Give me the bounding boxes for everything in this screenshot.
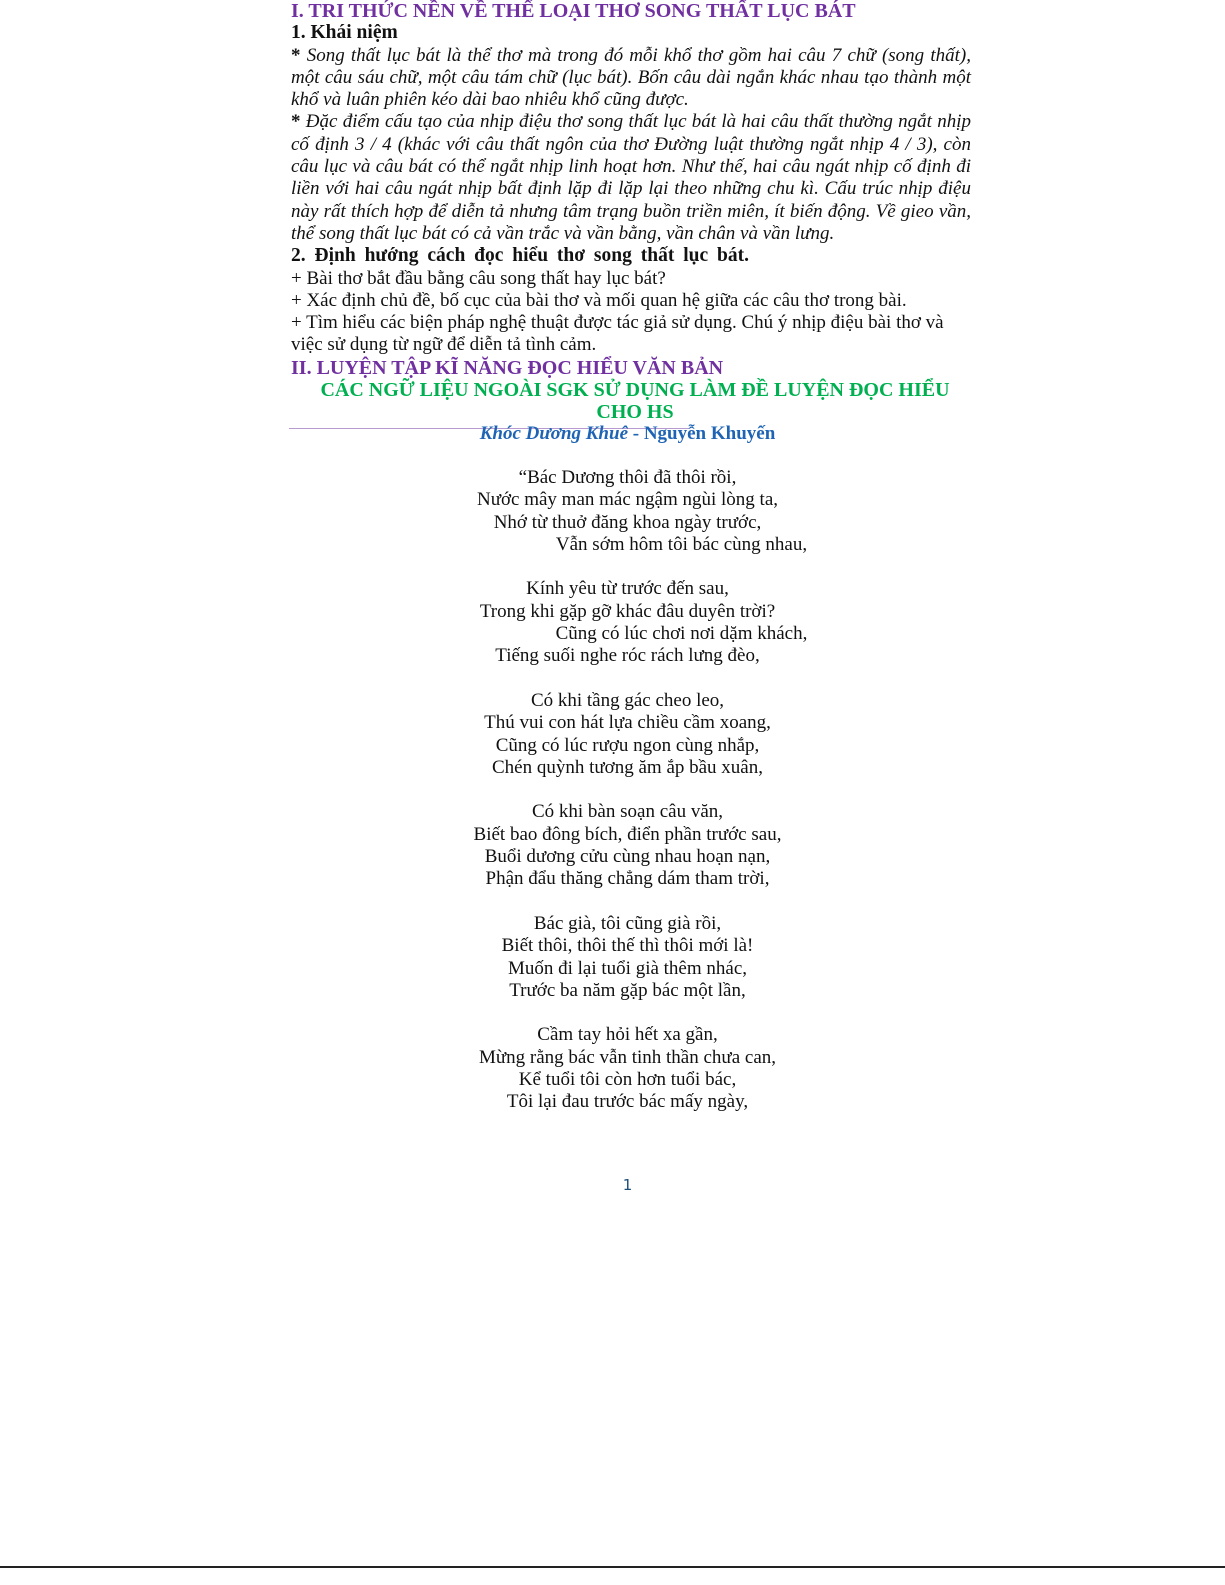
poem-line: Vẫn sớm hôm tôi bác cùng nhau, <box>555 533 808 555</box>
poem-line: Biết thôi, thôi thế thì thôi mới là! <box>501 935 754 957</box>
poem-line: Tôi lại đau trước bác mấy ngày, <box>506 1091 749 1113</box>
concept-paragraph-2 <box>291 111 971 245</box>
page-bottom-border <box>0 1566 1225 1568</box>
poem-line: Cầm tay hỏi hết xa gần, <box>537 1024 718 1046</box>
poem-line: Muốn đi lại tuổi già thêm nhác, <box>507 957 748 979</box>
document-body <box>291 0 971 424</box>
reading-guide-heading: 2. Định hướng cách đọc hiểu thơ song thất lục bát. <box>291 245 749 267</box>
paragraph-text: Đặc điểm cấu tạo của nhịp điệu thơ song thất lục bát là hai câu thất thường ngắt nhịp cố định 3 / 4 (khác với câu thất ngôn của thơ Đường luật thường ngắt nhịp 4 / 3), còn câu lục và câu bát có thể ngắt nhịp linh hoạt hơn. Như thế, hai câu ngát nhịp cố định đi liền với hai câu ngát nhịp bất định lặp đi lặp lại theo những chu kì. Cấu trúc nhịp điệu này rất thích hợp để diễn tả nhưng tâm trạng buồn triền miên, ít biến động. Về gieo vần, thể song thất lục bát có cả vần trắc và vần bằng, vần chân và vần lưng. <box>291 111 971 244</box>
poem-author: Nguyễn Khuyến <box>643 423 776 444</box>
guide-item: + Bài thơ bắt đầu bằng câu song thất hay lục bát? <box>291 267 666 289</box>
poem-line: Thú vui con hát lựa chiều cầm xoang, <box>484 712 771 734</box>
concept-heading: 1. Khái niệm <box>291 22 398 44</box>
poem-line: Nước mây man mác ngậm ngùi lòng ta, <box>476 489 779 511</box>
exercise-materials-heading: CÁC NGỮ LIỆU NGOÀI SGK SỬ DỤNG LÀM ĐỀ LUYỆN ĐỌC HIỂU CHO HS <box>320 379 950 424</box>
poem-line: Trong khi gặp gỡ khác đâu duyên trời? <box>479 600 776 622</box>
guide-item: + Xác định chủ đề, bố cục của bài thơ và mối quan hệ giữa các câu thơ trong bài. <box>291 289 907 311</box>
bullet-star: * <box>291 44 301 66</box>
poem-line: Chén quỳnh tương ăm ắp bầu xuân, <box>492 756 763 778</box>
poem-line: Biết bao đông bích, điển phần trước sau, <box>473 823 782 845</box>
paragraph-text: Song thất lục bát là thể thơ mà trong đó mỗi khổ thơ gồm hai câu 7 chữ (song thất), một câu sáu chữ, một câu tám chữ (lục bát). Bốn câu dài ngắn khác nhau tạo thành một khổ và luân phiên kéo dài bao nhiêu khổ cũng được. <box>291 44 971 111</box>
poem-line: Cũng có lúc chơi nơi dặm khách, <box>555 623 808 645</box>
section-2-heading: II. LUYỆN TẬP KĨ NĂNG ĐỌC HIỂU VĂN BẢN <box>291 356 724 379</box>
poem-line: Mừng rằng bác vẫn tinh thần chưa can, <box>478 1046 777 1068</box>
poem-line: Trước ba năm gặp bác một lần, <box>509 979 746 1001</box>
bullet-star: * <box>291 111 301 133</box>
poem-line: Cũng có lúc rượu ngon cùng nhắp, <box>495 734 760 756</box>
poem-line: Nhớ từ thuở đăng khoa ngày trước, <box>493 511 762 533</box>
poem-title <box>0 423 1225 445</box>
poem-line: Có khi bàn soạn câu văn, <box>531 801 723 823</box>
poem-line: Kể tuổi tôi còn hơn tuổi bác, <box>518 1069 737 1091</box>
poem-name: Khóc Dương Khuê <box>479 423 628 444</box>
poem-line: Tiếng suối nghe róc rách lưng đèo, <box>495 645 760 667</box>
poem-line: Phận đẩu thăng chẳng dám tham trời, <box>485 868 770 890</box>
page-number: 1 <box>622 1176 633 1194</box>
poem-line: Buổi dương cửu cùng nhau hoạn nạn, <box>484 846 771 868</box>
poem-line: Kính yêu từ trước đến sau, <box>526 578 729 600</box>
section-1-heading: I. TRI THỨC NỀN VỀ THỂ LOẠI THƠ SONG THẤT LỤC BÁT <box>291 0 856 22</box>
poem-line: Bác già, tôi cũng già rồi, <box>533 912 722 934</box>
poem-body <box>0 467 1225 1114</box>
poem-line: “Bác Dương thôi đã thôi rồi, <box>518 467 737 488</box>
title-separator: - <box>628 423 644 444</box>
concept-paragraph-1 <box>291 45 971 112</box>
poem-line: Có khi tầng gác cheo leo, <box>530 689 725 711</box>
guide-item: + Tìm hiểu các biện pháp nghệ thuật được tác giả sử dụng. Chú ý nhịp điệu bài thơ và việc sử dụng từ ngữ để diễn tả tình cảm. <box>291 312 944 356</box>
